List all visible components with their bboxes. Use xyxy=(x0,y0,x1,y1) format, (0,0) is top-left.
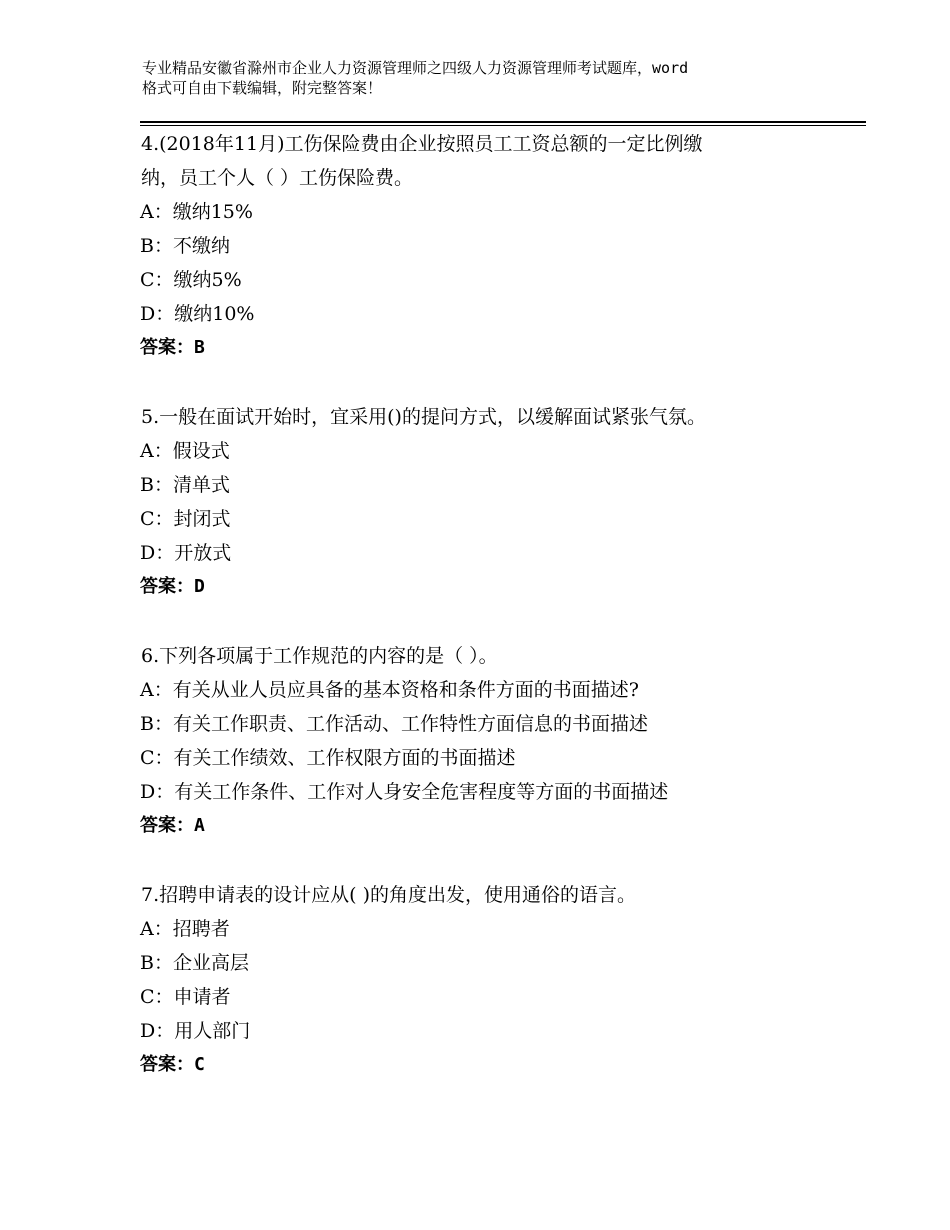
option-c: C：缴纳5% xyxy=(140,269,242,291)
question-7 xyxy=(140,878,840,1082)
question-stem xyxy=(140,400,840,434)
question-list xyxy=(140,127,840,1082)
question-stem-line: 纳，员工个人（ ）工伤保险费。 xyxy=(141,167,414,189)
option-a: A：有关从业人员应具备的基本资格和条件方面的书面描述? xyxy=(140,679,639,701)
question-4 xyxy=(140,127,840,365)
question-stem-line: 7.招聘申请表的设计应从( )的角度出发，使用通俗的语言。 xyxy=(141,884,636,906)
answer: 答案：B xyxy=(140,337,205,358)
option-d: D：开放式 xyxy=(140,542,232,564)
header-divider-thin xyxy=(140,125,866,126)
document-header xyxy=(142,58,832,98)
option-d: D：用人部门 xyxy=(140,1020,251,1042)
option-b: B：企业高层 xyxy=(140,952,249,974)
option-b: B：不缴纳 xyxy=(140,235,230,257)
question-stem-line: 5.一般在面试开始时，宜采用()的提问方式，以缓解面试紧张气氛。 xyxy=(141,406,706,428)
option-a: A：招聘者 xyxy=(140,918,230,940)
answer: 答案：D xyxy=(140,576,205,597)
option-a: A：假设式 xyxy=(140,440,230,462)
header-line-1: 专业精品安徽省滁州市企业人力资源管理师之四级人力资源管理师考试题库，word xyxy=(142,59,689,77)
option-b: B：清单式 xyxy=(140,474,230,496)
question-stem xyxy=(140,127,840,195)
option-c: C：有关工作绩效、工作权限方面的书面描述 xyxy=(140,747,516,769)
option-a: A：缴纳15% xyxy=(140,201,253,223)
header-line-2: 格式可自由下载编辑，附完整答案！ xyxy=(142,79,383,97)
question-stem-line: 6.下列各项属于工作规范的内容的是（ ）。 xyxy=(141,645,498,667)
question-6 xyxy=(140,639,840,843)
option-c: C：申请者 xyxy=(140,986,231,1008)
option-b: B：有关工作职责、工作活动、工作特性方面信息的书面描述 xyxy=(140,713,648,735)
question-stem xyxy=(140,639,840,673)
option-d: D：缴纳10% xyxy=(140,303,255,325)
question-stem xyxy=(140,878,840,912)
answer: 答案：C xyxy=(140,1054,205,1075)
answer: 答案：A xyxy=(140,815,205,836)
option-d: D：有关工作条件、工作对人身安全危害程度等方面的书面描述 xyxy=(140,781,669,803)
header-divider-thick xyxy=(140,121,866,123)
option-c: C：封闭式 xyxy=(140,508,231,530)
question-stem-line: 4.(2018年11月)工伤保险费由企业按照员工工资总额的一定比例缴 xyxy=(141,133,703,155)
question-5 xyxy=(140,400,840,604)
